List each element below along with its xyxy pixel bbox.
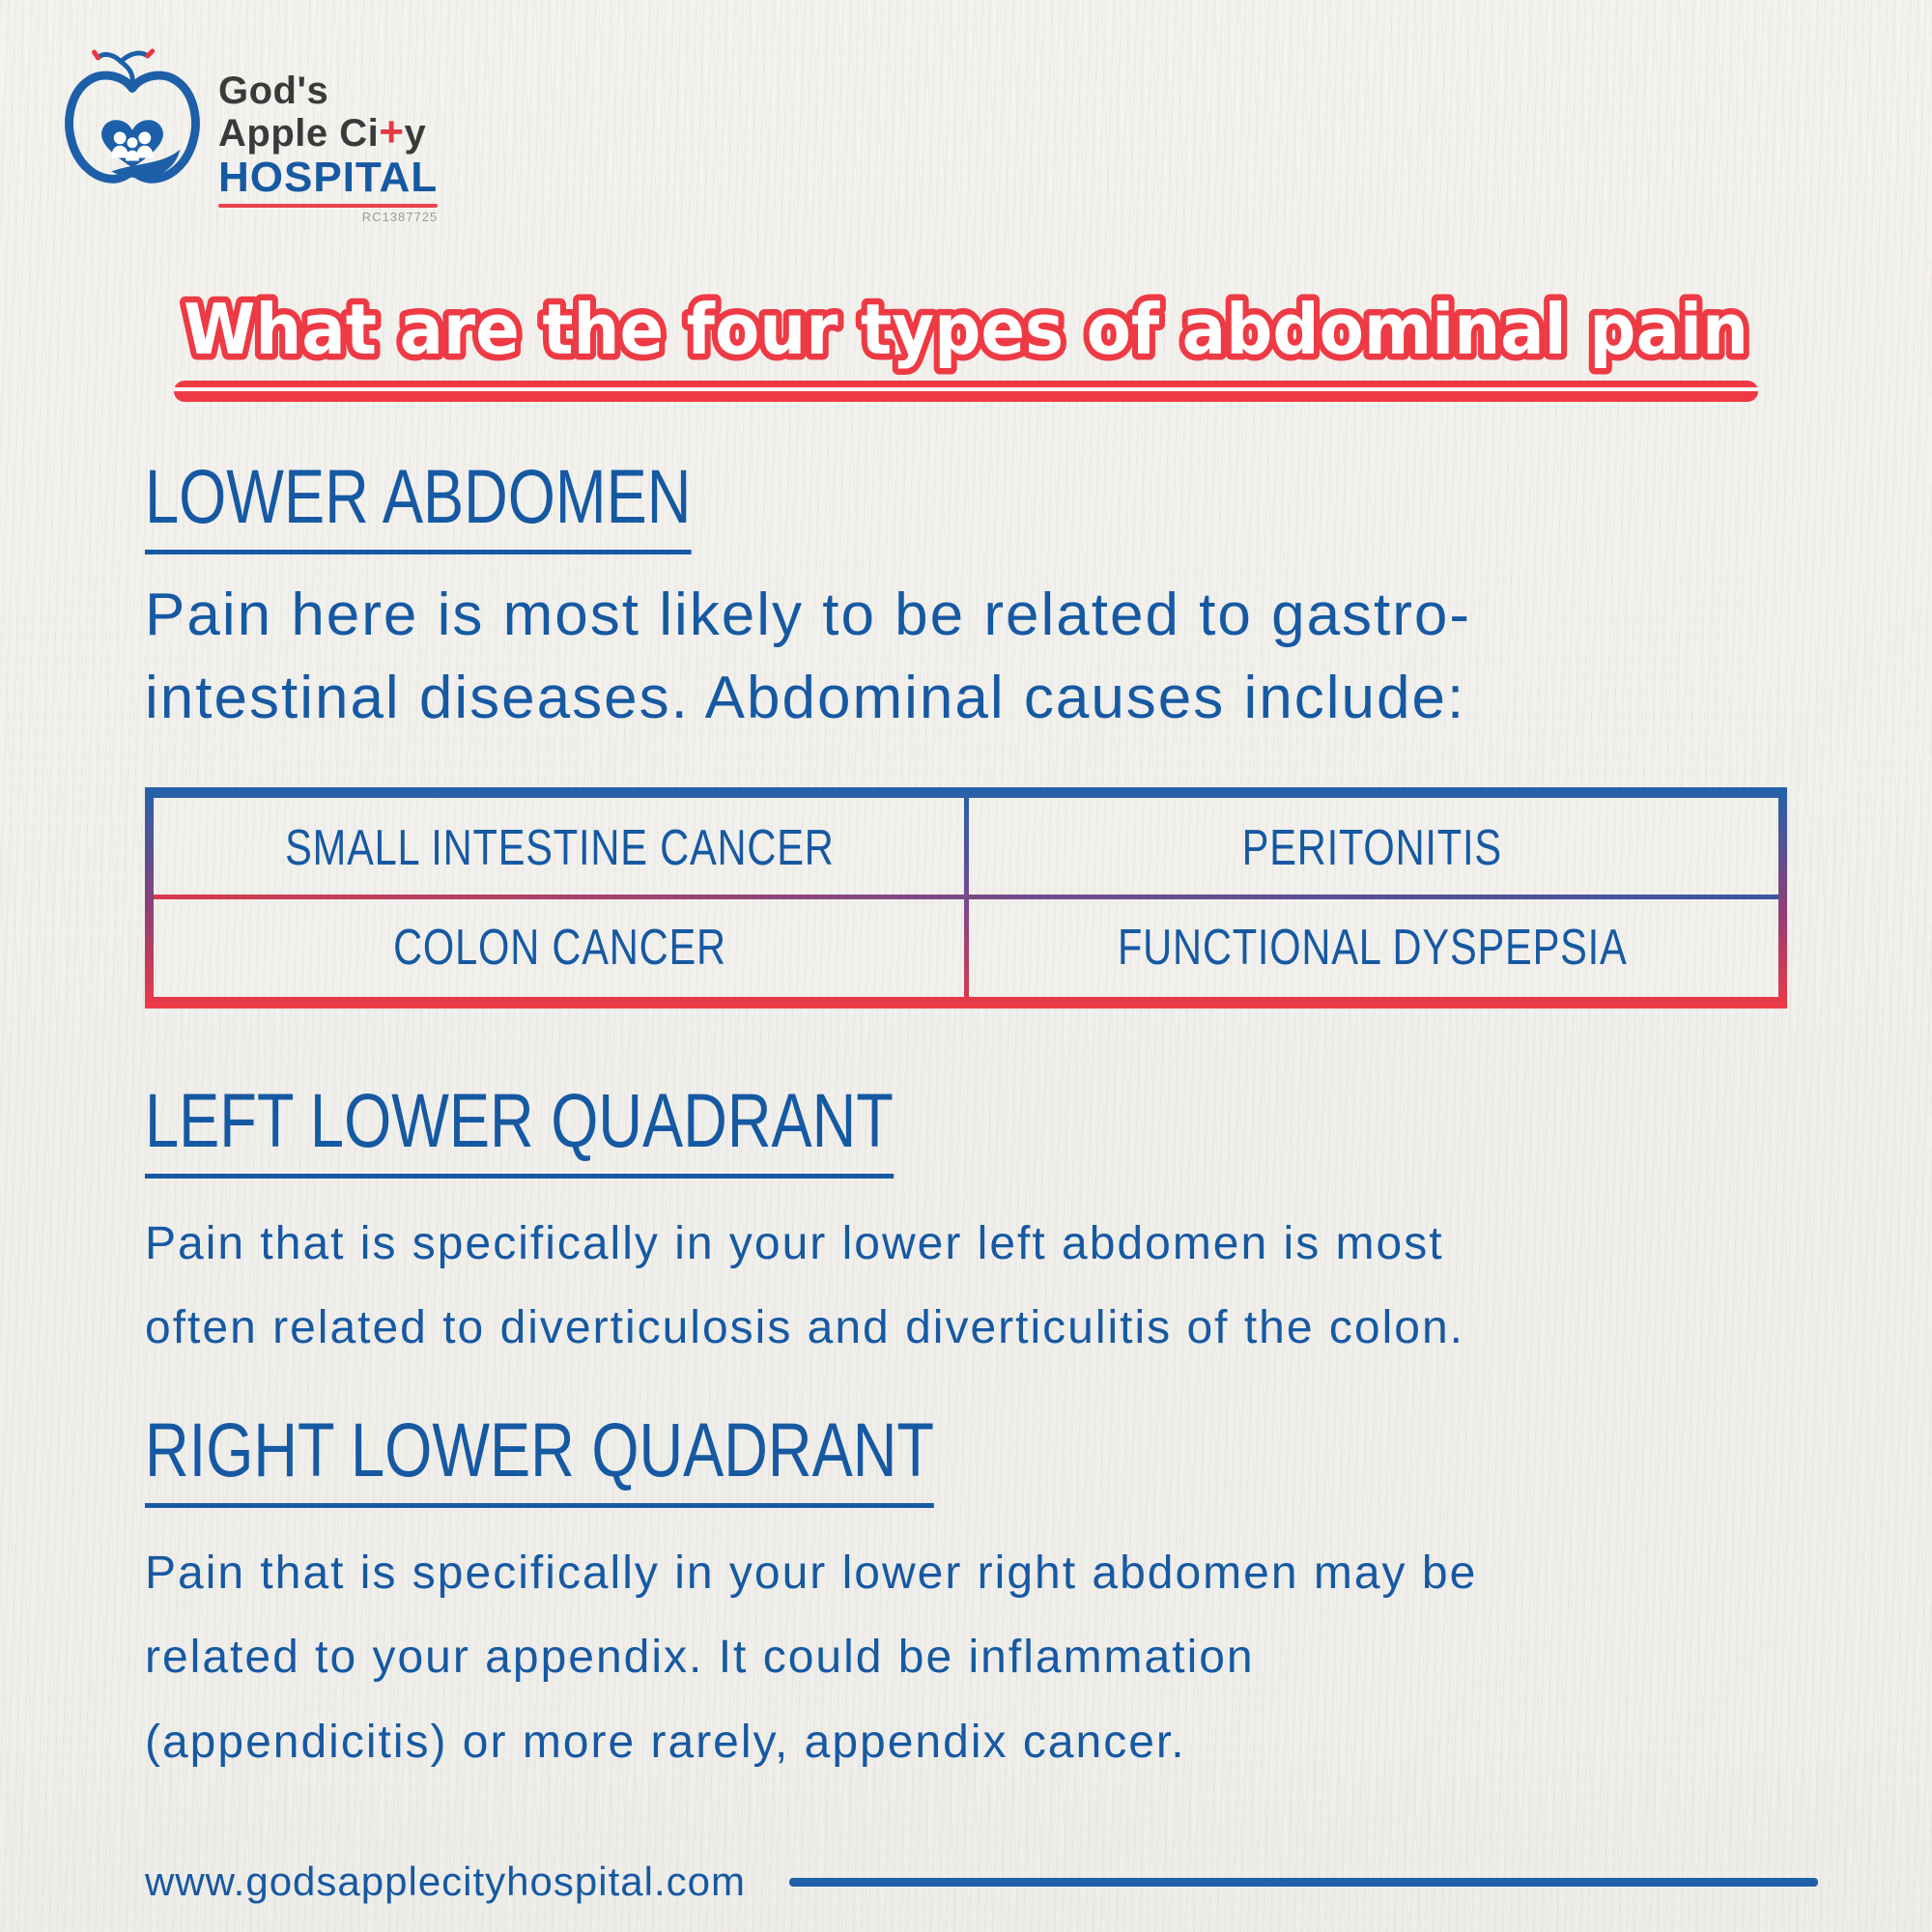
abdominal-causes-table (145, 787, 1787, 1009)
apple-heart-family-logo-icon (56, 46, 209, 199)
table-cell: FUNCTIONAL DYSPEPSIA (1117, 919, 1628, 976)
section-right-lower-quadrant (145, 1371, 1787, 1784)
table-horizontal-divider (154, 895, 1778, 899)
section-left-lower-quadrant (145, 1009, 1787, 1371)
logo-line-gods: God's (218, 70, 329, 112)
logo-registration-number: RC1387725 (361, 209, 439, 224)
logo-wordmark (218, 71, 438, 224)
paragraph-line: often related to diverticulosis and diverticulitis of the colon. (145, 1302, 1464, 1354)
logo-line-apple-city: Apple Ci+y (218, 107, 427, 156)
logo-line-hospital: HOSPITAL (218, 153, 439, 201)
section-lower-abdomen (145, 402, 1787, 739)
website-url: www.godsapplecityhospital.com (145, 1859, 746, 1904)
paragraph-line: Pain that is specifically in your lower right abdomen may be (145, 1547, 1478, 1599)
title-underline (174, 381, 1758, 402)
section-heading: LOWER ABDOMEN (145, 458, 691, 554)
paragraph-line: related to your appendix. It could be inflammation (145, 1632, 1255, 1684)
red-cross-glyph: + (379, 107, 405, 156)
page-title-text: What are the four types of abdominal pain (184, 289, 1748, 370)
table-cell: COLON CANCER (393, 919, 726, 976)
footer (145, 1859, 1818, 1905)
hospital-logo (56, 46, 438, 224)
section-paragraph (145, 574, 1787, 739)
section-heading: LEFT LOWER QUADRANT (145, 1082, 894, 1179)
table-cell: PERITONITIS (1241, 819, 1503, 876)
paragraph-line: intestinal diseases. Abdominal causes include: (145, 664, 1466, 731)
paragraph-line: (appendicitis) or more rarely, appendix cancer. (145, 1716, 1186, 1768)
causes-table-grid (154, 798, 1778, 997)
section-heading: RIGHT LOWER QUADRANT (145, 1411, 934, 1508)
paragraph-line: Pain that is specifically in your lower left abdomen is most (145, 1218, 1444, 1270)
table-cell: SMALL INTESTINE CANCER (285, 819, 835, 876)
logo-red-underline (218, 204, 438, 208)
footer-rule (789, 1878, 1818, 1887)
page-title (145, 278, 1787, 379)
section-paragraph (145, 1202, 1787, 1371)
paragraph-line: Pain here is most likely to be related to gastro- (145, 582, 1472, 648)
section-paragraph (145, 1531, 1787, 1784)
content (0, 402, 1932, 1784)
